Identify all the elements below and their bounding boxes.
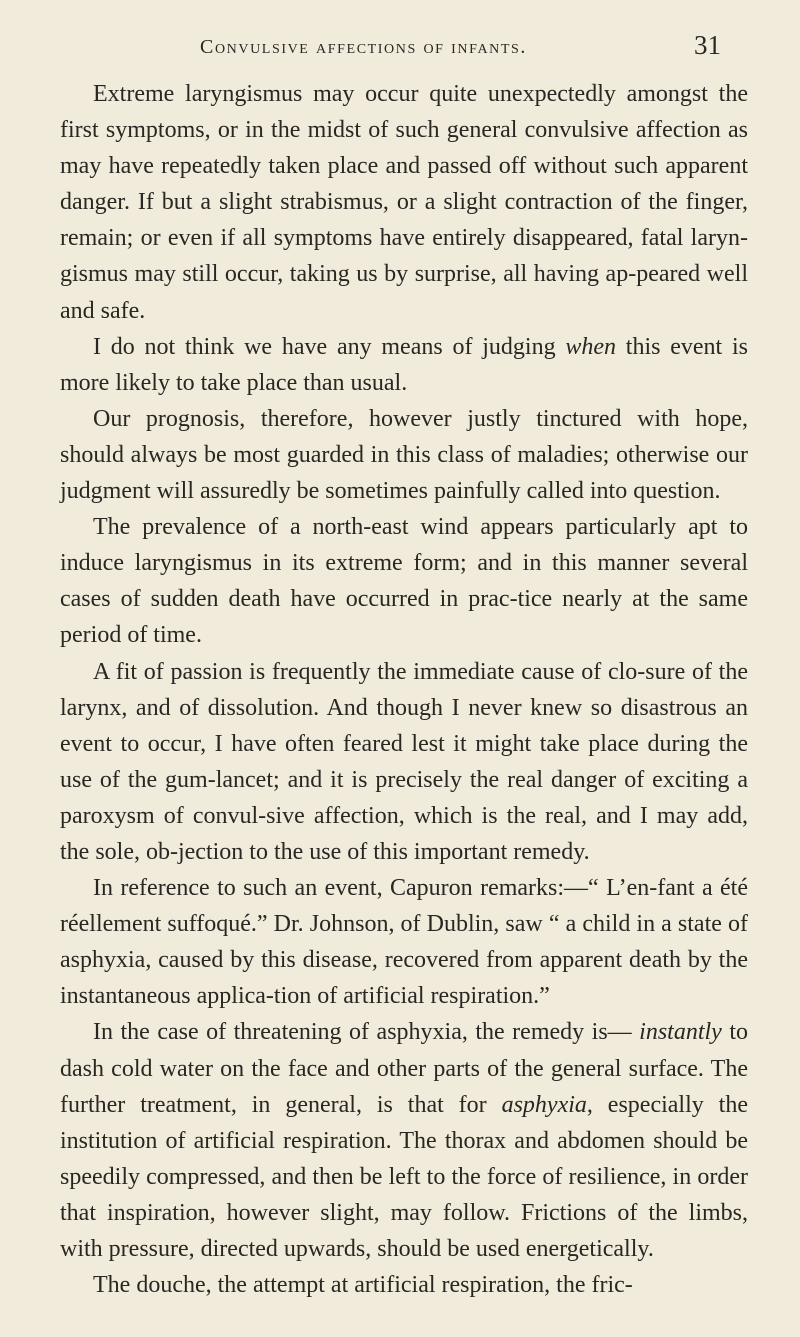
text-run: , especially the institution of artificial respiration. The thorax and abdomen should be speedily compressed, and then be left to the force of resilience, in order that inspiration, however slight, may follow. Frictions of the limbs, with pressure, directed upwards, should be used energetically.	[60, 1091, 748, 1262]
paragraph	[60, 654, 748, 871]
paragraph	[60, 329, 748, 401]
paragraph	[60, 1267, 748, 1303]
italic-text: when	[565, 333, 617, 360]
text-run: this event is more likely to take place than usual.	[60, 333, 749, 396]
text-run: Our prognosis, therefore, however justly tinctured with hope, should always be most guarded in this class of maladies; otherwise our judgment will assuredly be sometimes painfully called into question.	[60, 405, 748, 505]
text-run: In the case of threatening of asphyxia, the remedy is—	[93, 1019, 640, 1046]
running-head	[0, 30, 800, 60]
italic-text: asphyxia	[501, 1091, 587, 1118]
running-title: Convulsive affections of infants.	[200, 36, 528, 58]
paragraph	[60, 870, 748, 1014]
text-run: A fit of passion is frequently the immediate cause of clo-sure of the larynx, and of dissolution. And though I never knew so disastrous an event to occur, I have often feared lest it might take place during the use of the gum-lancet; and it is precisely the real danger of exciting a paroxysm of convul-sive affection, which is the real, and I may add, the sole, ob-jection to the use of this important remedy.	[60, 658, 748, 865]
text-run: The douche, the attempt at artificial respiration, the fric-	[93, 1272, 633, 1299]
paragraph	[60, 76, 748, 329]
text-run: to dash cold water on the face and other parts of the general surface. The further treatment, in general, is that for	[60, 1019, 748, 1118]
text-run: Extreme laryngismus may occur quite unexpectedly amongst the first symptoms, or in the midst of such general convulsive affection as may have repeatedly taken place and passed off without such apparent danger. If but a slight strabismus, or a slight contraction of the finger, remain; or even if all symptoms have entirely disappeared, fatal laryn-gismus may still occur, taking us by surprise, all having ap-peared well and safe.	[60, 81, 748, 324]
body-text	[60, 76, 748, 1303]
page-number: 31	[694, 30, 721, 60]
text-run: In reference to such an event, Capuron remarks:—“ L’en-fant a été réellement suffoqué.” Dr. Johnson, of Dublin, saw “ a child in a state of asphyxia, caused by this disease, recovered from apparent death by the instantaneous applica-tion of artificial respiration.”	[60, 875, 748, 1010]
paragraph	[60, 401, 748, 509]
text-run: The prevalence of a north-east wind appears particularly apt to induce laryngismus in its extreme form; and in this manner several cases of sudden death have occurred in prac-tice nearly at the same period of time.	[60, 514, 748, 649]
text-run: I do not think we have any means of judging	[93, 333, 566, 360]
paragraph	[60, 509, 748, 653]
paragraph	[60, 1014, 748, 1267]
italic-text: instantly	[639, 1019, 722, 1046]
